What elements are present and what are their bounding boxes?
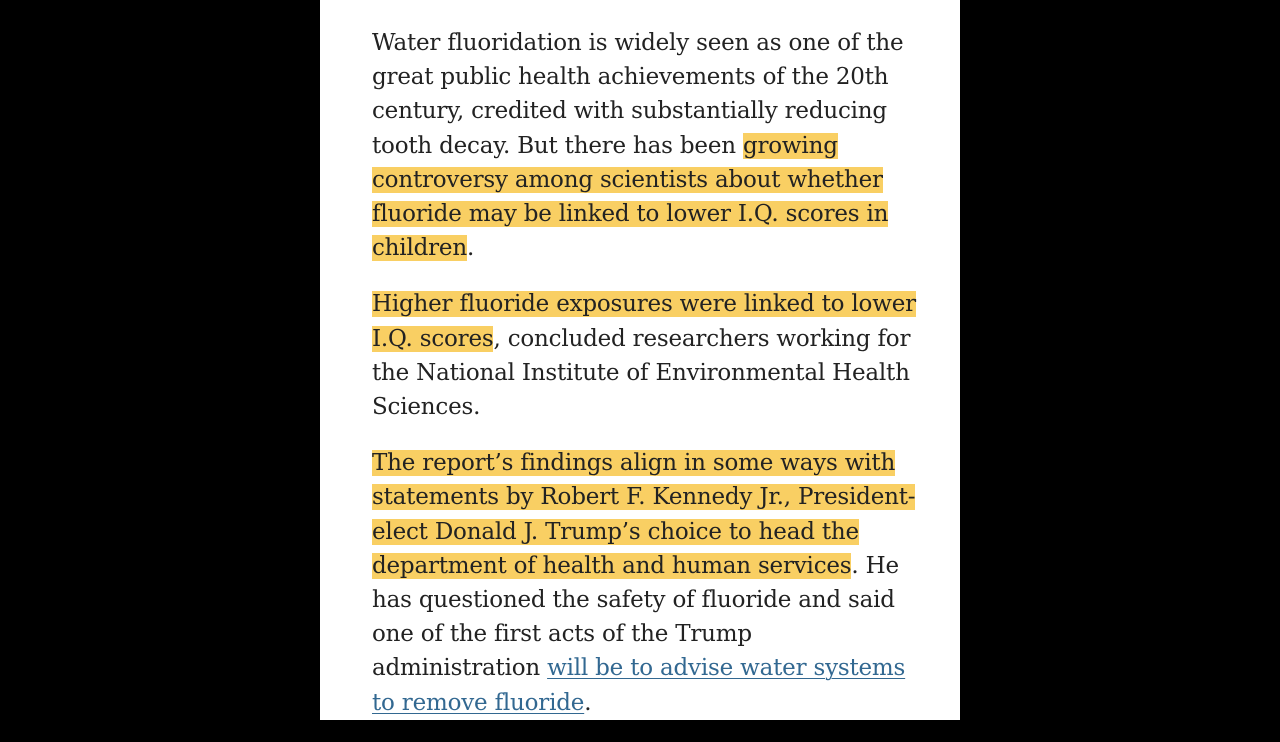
highlighted-text: Higher fluoride exposures were linked to lower I.Q. scores <box>372 291 916 352</box>
paragraph-text: . <box>466 235 475 262</box>
paragraph-text: . <box>584 689 592 716</box>
paragraph-fluoridation-controversy <box>372 26 922 265</box>
article-page <box>320 0 960 720</box>
article-body <box>372 26 922 742</box>
paragraph-text: . He has questioned the safety of fluoride and said one of the first acts of the Trump administration <box>372 552 899 682</box>
paragraph-kennedy-statements <box>372 446 922 720</box>
remove-fluoride-link[interactable]: will be to advise water systems to remove fluoride <box>372 655 906 716</box>
highlighted-text: The report’s findings align in some ways with statements by Robert F. Kennedy Jr., President-elect Donald J. Trump’s choice to head the department of health and human services <box>372 450 916 579</box>
paragraph-text: Water fluoridation is widely seen as one of the great public health achievements of the 20th century, credited with substantially reducing tooth decay. But there has been <box>372 30 904 159</box>
paragraph-niehs-findings <box>372 287 922 424</box>
paragraph-text: , concluded researchers working for the National Institute of Environmental Health Sciences. <box>372 325 911 421</box>
highlighted-text: growing controversy among scientists about whether fluoride may be linked to lower I.Q. scores in children <box>372 132 889 262</box>
